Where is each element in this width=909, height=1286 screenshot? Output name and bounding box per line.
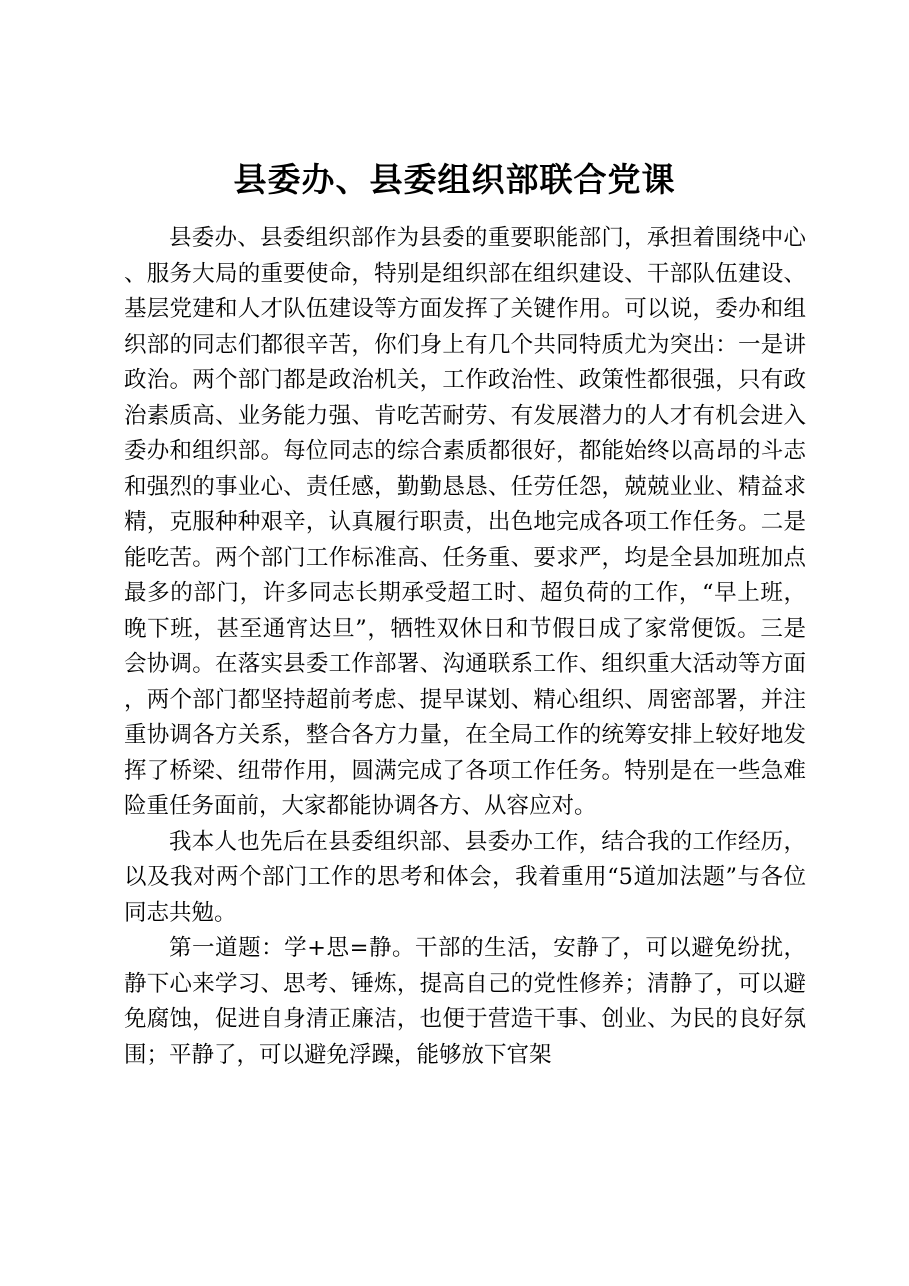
paragraph-2: 我本人也先后在县委组织部、县委办工作，结合我的工作经历，以及我对两个部门工作的思考和体会，我着重用“5道加法题”与各位同志共勉。 xyxy=(124,828,806,926)
document-body xyxy=(124,221,806,1073)
paragraph-3: 第一道题：学+思=静。干部的生活，安静了，可以避免纷扰，静下心来学习、思考、锤炼，提高自己的党性修养；清静了，可以避免腐蚀，促进自身清正廉洁，也便于营造干事、创业、为民的良好氛围；平静了，可以避免浮躁，能够放下官架 xyxy=(124,935,806,1068)
document-title: 县委办、县委组织部联合党课 xyxy=(233,160,676,199)
paragraph-1: 县委办、县委组织部作为县委的重要职能部门，承担着围绕中心、服务大局的重要使命，特别是组织部在组织建设、干部队伍建设、基层党建和人才队伍建设等方面发挥了关键作用。可以说，委办和组织部的同志们都很辛苦，你们身上有几个共同特质尤为突出：一是讲政治。两个部门都是政治机关，工作政治性、政策性都很强，只有政治素质高、业务能力强、肯吃苦耐劳、有发展潜力的人才有机会进入委办和组织部。每位同志的综合素质都很好，都能始终以高昂的斗志和强烈的事业心、责任感，勤勤恳恳、任劳任怨，兢兢业业、精益求精，克服种种艰辛，认真履行职责，出色地完成各项工作任务。二是能吃苦。两个部门工作标准高、任务重、要求严，均是全县加班加点最多的部门，许多同志长期承受超工时、超负荷的工作，“早上班，晚下班，甚至通宵达旦”，牺牲双休日和节假日成了家常便饭。三是会协调。在落实县委工作部署、沟通联系工作、组织重大活动等方面，两个部门都坚持超前考虑、提早谋划、精心组织、周密部署，并注重协调各方关系，整合各方力量，在全局工作的统筹安排上较好地发挥了桥梁、纽带作用，圆满完成了各项工作任务。特别是在一些急难险重任务面前，大家都能协调各方、从容应对。 xyxy=(124,225,806,819)
